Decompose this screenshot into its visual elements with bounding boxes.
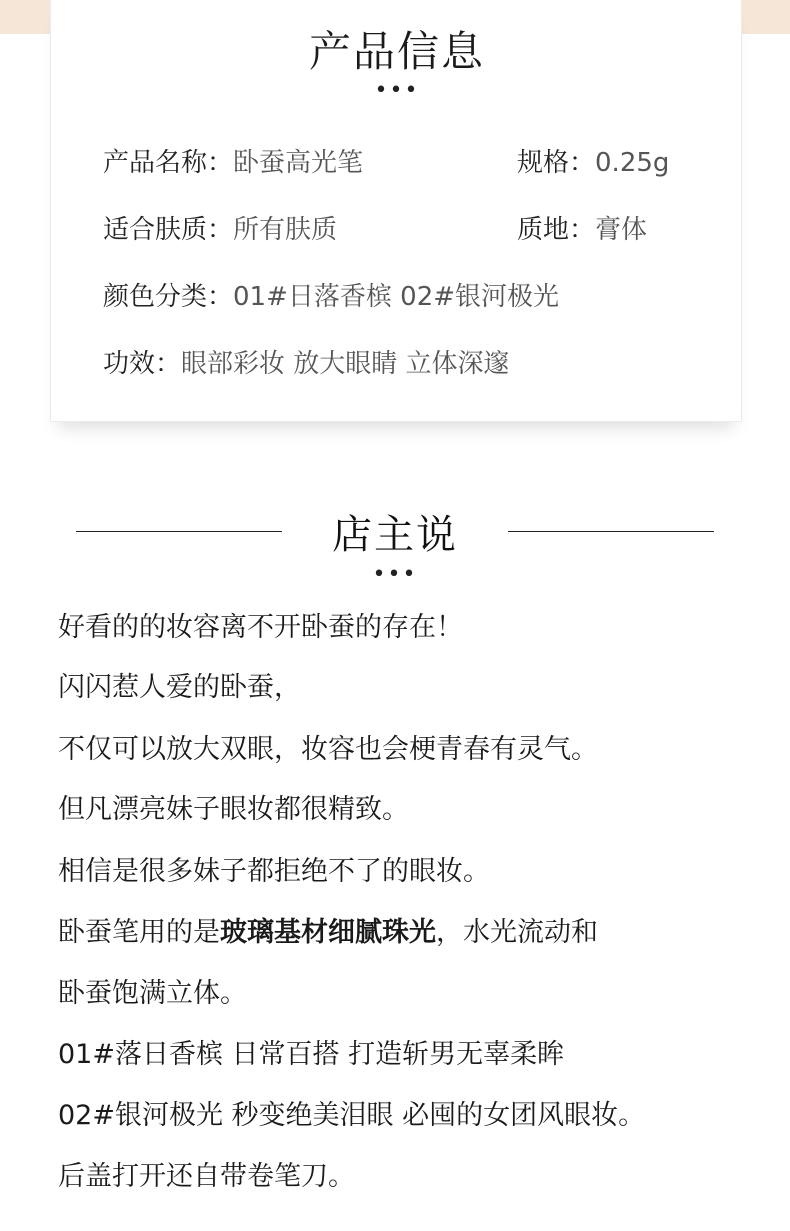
title-dots: ••• bbox=[374, 78, 420, 103]
description-line-6 bbox=[58, 913, 598, 953]
description-line-3: 不仅可以放大双眼，妆容也会梗青春有灵气。 bbox=[58, 734, 598, 765]
owner-says-title: 店主说 bbox=[332, 512, 458, 558]
description-line-2: 闪闪惹人爱的卧蚕， bbox=[58, 672, 301, 703]
product-info-title: 产品信息 bbox=[308, 27, 485, 76]
description-line-1: 好看的的妆容离不开卧蚕的存在！ bbox=[58, 612, 463, 643]
color-row bbox=[103, 277, 559, 317]
effect-value: 眼部彩妆 放大眼睛 立体深邃 bbox=[181, 349, 510, 379]
product-name-row bbox=[103, 143, 363, 183]
product-info-card bbox=[50, 0, 742, 422]
skin-type-label: 适合肤质： bbox=[103, 215, 234, 245]
description-line-4: 但凡漂亮妹子眼妆都很精致。 bbox=[58, 794, 409, 825]
spec-value: 0.25g bbox=[595, 148, 670, 178]
section-dots: ••• bbox=[372, 562, 418, 587]
spec-label: 规格： bbox=[517, 148, 596, 178]
effect-label: 功效： bbox=[103, 349, 182, 379]
line6-highlight: 玻璃基材细腻珠光 bbox=[220, 917, 436, 948]
texture-value: 膏体 bbox=[595, 215, 648, 245]
effect-row bbox=[103, 344, 510, 384]
description-line-5: 相信是很多妹子都拒绝不了的眼妆。 bbox=[58, 856, 490, 887]
color-label: 颜色分类： bbox=[103, 282, 234, 312]
description-line-7: 卧蚕饱满立体。 bbox=[58, 978, 247, 1009]
shade-02-line: 02#银河极光 秒变绝美泪眼 必囤的女团风眼妆。 bbox=[58, 1100, 646, 1131]
color-value: 01#日落香槟 02#银河极光 bbox=[233, 282, 560, 312]
spec-row bbox=[517, 143, 669, 183]
texture-row bbox=[517, 210, 647, 250]
skin-type-value: 所有肤质 bbox=[233, 215, 338, 245]
sharpener-line: 后盖打开还自带卷笔刀。 bbox=[58, 1161, 355, 1192]
right-divider-line bbox=[508, 531, 714, 532]
product-name-label: 产品名称： bbox=[103, 148, 234, 178]
shade-01-line: 01#落日香槟 日常百搭 打造斩男无辜柔眸 bbox=[58, 1039, 565, 1070]
line6-prefix: 卧蚕笔用的是 bbox=[58, 917, 220, 948]
skin-type-row bbox=[103, 210, 337, 250]
product-name-value: 卧蚕高光笔 bbox=[233, 148, 364, 178]
line6-suffix: ，水光流动和 bbox=[436, 917, 598, 948]
texture-label: 质地： bbox=[517, 215, 596, 245]
